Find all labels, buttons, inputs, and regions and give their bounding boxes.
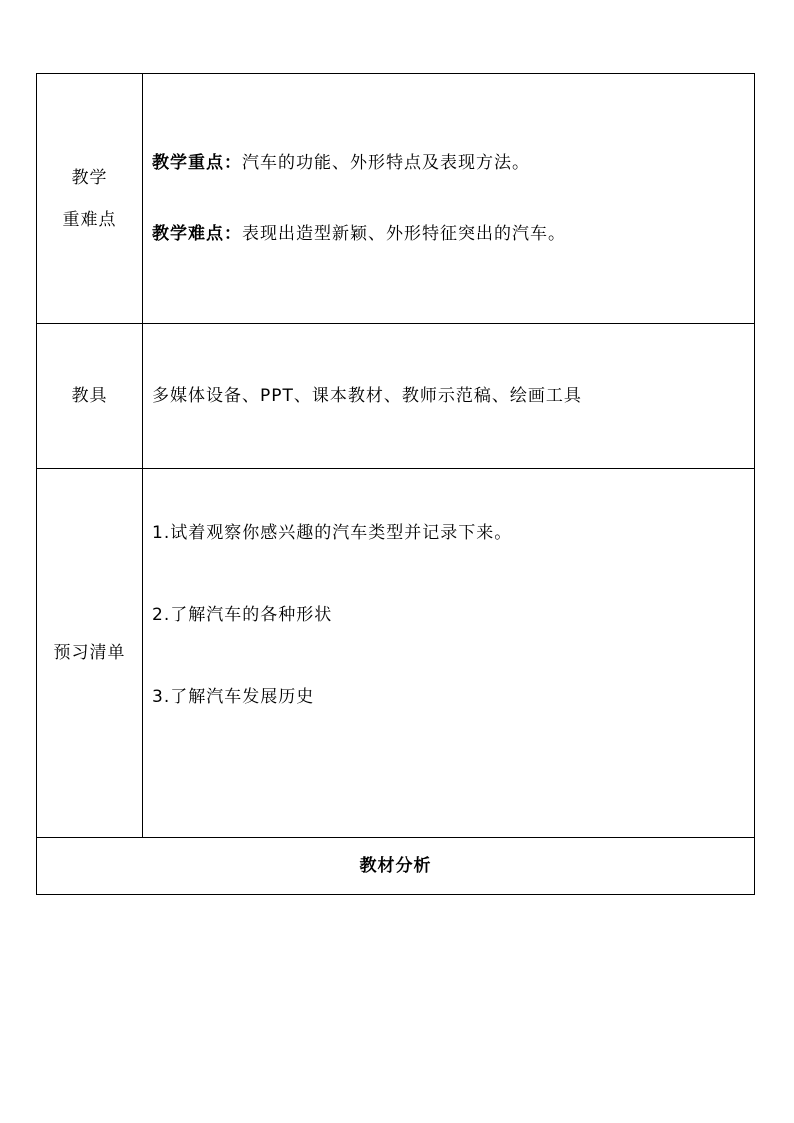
preview-label: 预习清单 — [37, 469, 143, 838]
teaching-difficulty-text: 表现出造型新颖、外形特征突出的汽车。 — [242, 224, 566, 244]
tools-row — [37, 324, 755, 469]
teaching-difficulty-paragraph — [152, 222, 754, 246]
key-points-label-line2: 重难点 — [62, 209, 117, 230]
preview-item-2: 2.了解汽车的各种形状 — [152, 605, 333, 625]
textbook-analysis-heading: 教材分析 — [37, 838, 755, 895]
teaching-focus-title: 教学重点： — [152, 153, 242, 173]
tools-label: 教具 — [37, 324, 143, 469]
lesson-plan-table — [36, 73, 755, 895]
key-points-label-line1: 教学 — [71, 167, 108, 188]
key-points-row — [37, 74, 755, 324]
teaching-focus-paragraph — [152, 151, 754, 175]
preview-content-cell — [143, 469, 755, 838]
preview-item-3: 3.了解汽车发展历史 — [152, 687, 315, 707]
analysis-row — [37, 838, 755, 895]
teaching-focus-text: 汽车的功能、外形特点及表现方法。 — [242, 153, 530, 173]
teaching-difficulty-title: 教学难点： — [152, 224, 242, 244]
key-points-label-cell — [37, 74, 143, 324]
preview-item-1: 1.试着观察你感兴趣的汽车类型并记录下来。 — [152, 523, 513, 543]
key-points-content-cell — [143, 74, 755, 324]
preview-row — [37, 469, 755, 838]
tools-content: 多媒体设备、PPT、课本教材、教师示范稿、绘画工具 — [143, 324, 755, 469]
